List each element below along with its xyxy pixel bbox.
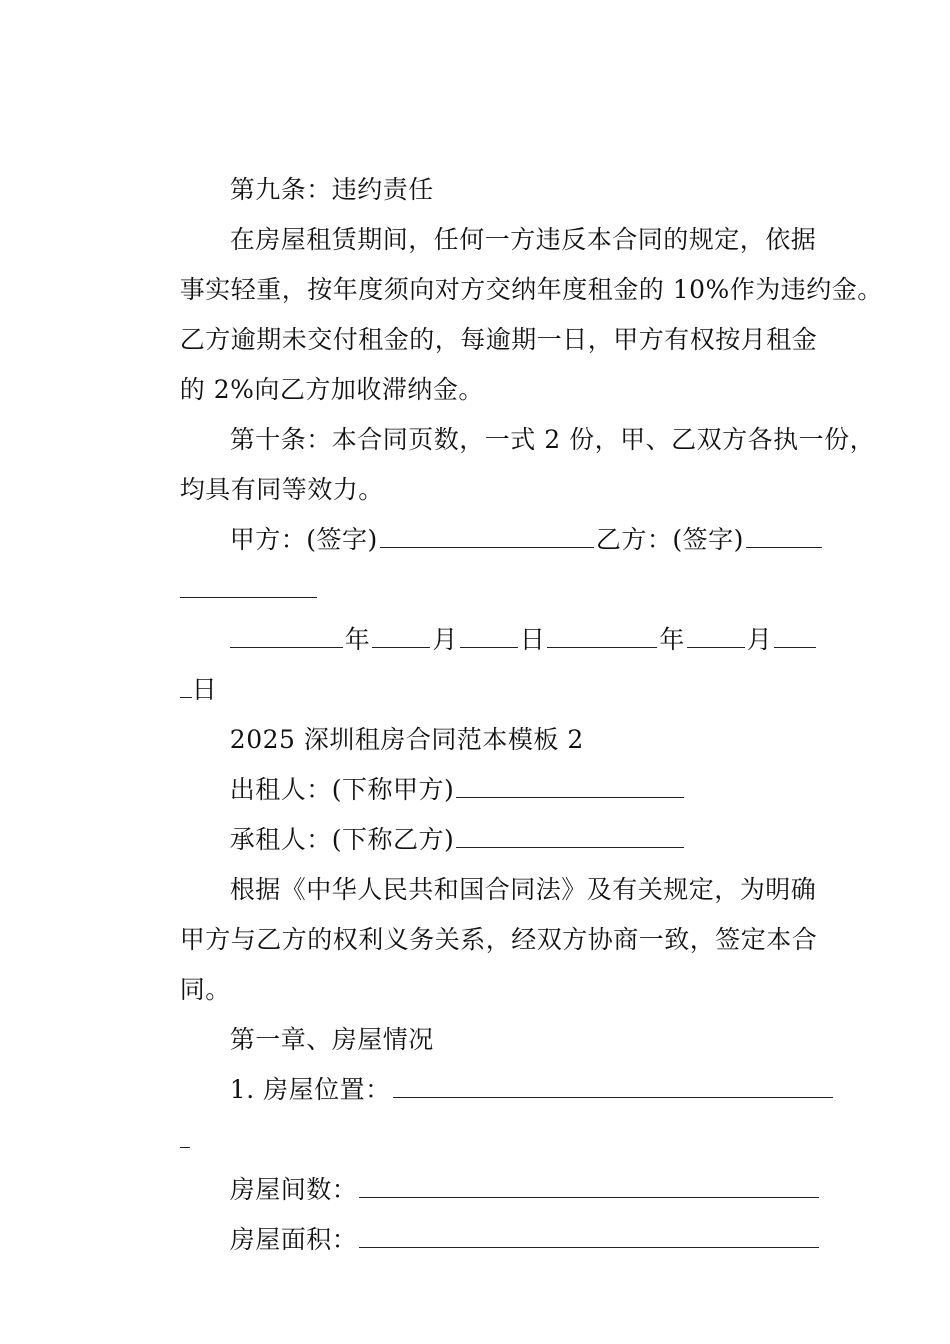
room-count-label: 房屋间数： (229, 1175, 358, 1204)
paragraph-line (146, 430, 810, 504)
lessor-line (196, 730, 810, 804)
paragraph-line (146, 930, 810, 1004)
month-label: 月 (746, 625, 773, 654)
paragraph-text: 的 2%向乙方加收滞纳金。 (179, 375, 484, 404)
paragraph-text: 事实轻重，按年度须向对方交纳年度租金的 10%作为违约金。 (179, 275, 883, 304)
document-title (196, 680, 810, 754)
day-label: 日 (191, 675, 218, 704)
article-9-heading-text: 第九条：违约责任 (229, 175, 434, 204)
paragraph-line (196, 180, 817, 254)
house-location-line (196, 1030, 810, 1104)
paragraph-text: 乙方逾期未交付租金的，每逾期一日，甲方有权按月租金 (179, 325, 818, 354)
lessee-label: 承租人：(下称乙方) (229, 825, 455, 854)
house-area-blank[interactable] (359, 1221, 819, 1248)
year-label: 年 (659, 625, 685, 654)
paragraph-line (146, 330, 810, 404)
lessee-line (196, 780, 810, 854)
article-10-line (196, 380, 876, 454)
paragraph-text: 甲方与乙方的权利义务关系，经双方协商一致，签定本合 (179, 925, 818, 954)
house-area-line (196, 1180, 810, 1254)
house-location-blank-continued[interactable] (180, 1121, 190, 1148)
signature-continuation (146, 530, 810, 570)
paragraph-text: 第十条：本合同页数，一式 2 份，甲、乙双方各执一份， (229, 425, 876, 454)
chapter-1-heading-text: 第一章、房屋情况 (229, 1025, 434, 1054)
year-label: 年 (344, 625, 371, 654)
document-title-text: 2025 深圳租房合同范本模板 2 (229, 725, 584, 754)
chapter-1-heading (196, 980, 810, 1054)
day-blank-continued[interactable] (180, 671, 192, 698)
paragraph-line (146, 880, 818, 954)
house-area-label: 房屋面积： (229, 1225, 358, 1254)
lessor-label: 出租人：(下称甲方) (229, 775, 455, 804)
house-location-continuation (146, 1080, 810, 1120)
paragraph-text: 同。 (179, 975, 231, 1004)
day-label: 日 (519, 625, 546, 654)
party-a-signature-label: 甲方：(签字) (229, 525, 378, 554)
month-label: 月 (432, 625, 458, 654)
paragraph-text: 在房屋租赁期间，任何一方违反本合同的规定，依据 (229, 225, 817, 254)
paragraph-text: 根据《中华人民共和国合同法》及有关规定，为明确 (229, 875, 817, 904)
room-count-line (196, 1130, 810, 1204)
party-b-signature-label: 乙方：(签字) (595, 525, 744, 554)
house-location-label: 1. 房屋位置： (229, 1075, 391, 1104)
paragraph-line (196, 830, 817, 904)
date-line (196, 580, 810, 654)
signature-line (196, 480, 810, 554)
article-9-heading (196, 130, 810, 204)
date-continuation (146, 630, 810, 704)
paragraph-text: 均具有同等效力。 (179, 475, 384, 504)
paragraph-line (146, 280, 818, 354)
paragraph-line (146, 230, 883, 304)
